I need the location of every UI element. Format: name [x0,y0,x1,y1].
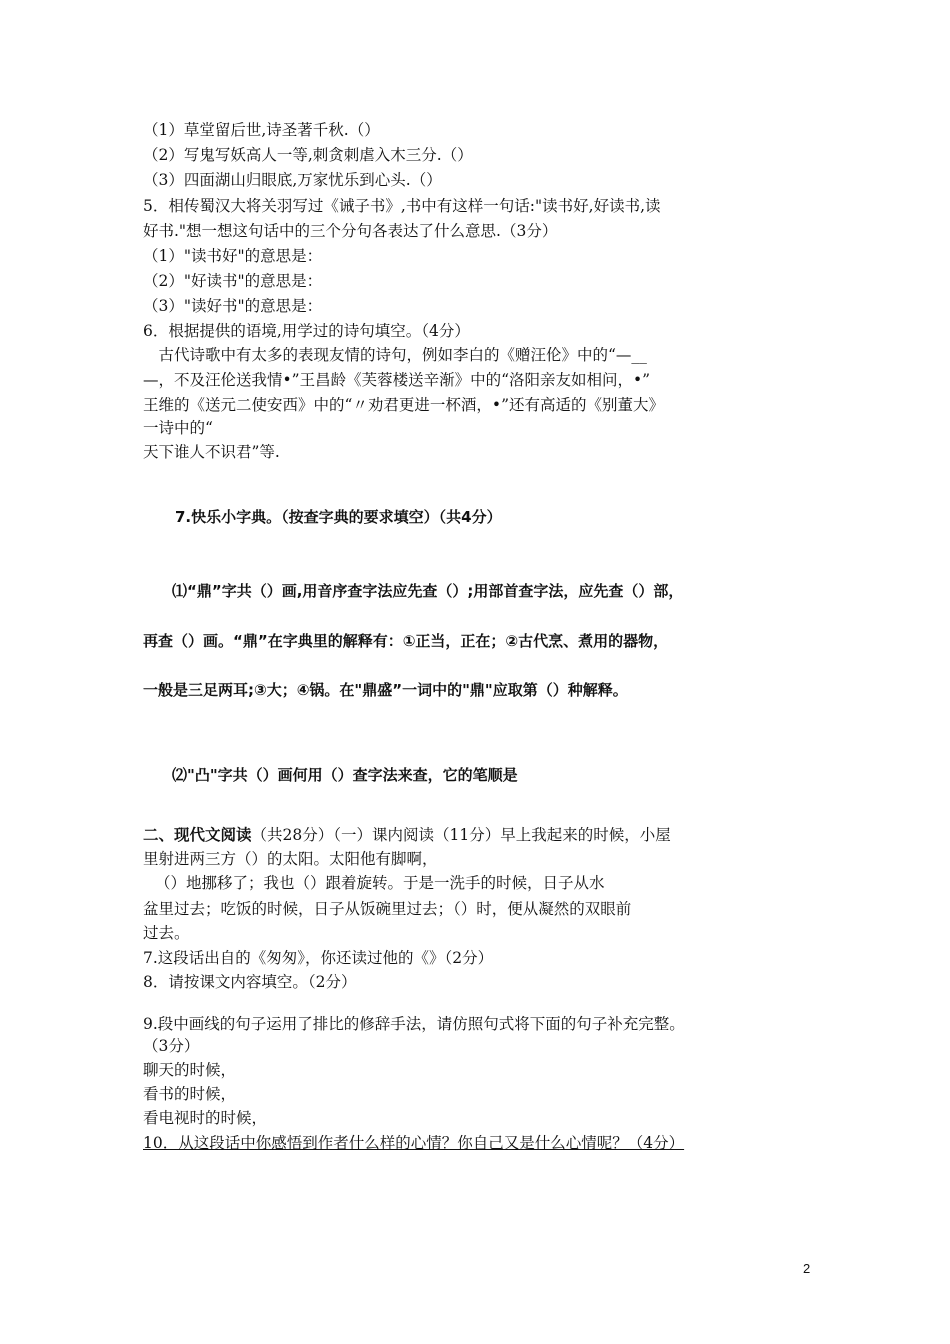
reading-passage-line: 盆里过去；吃饭的时候，日子从饭碗里过去；（）时，便从凝然的双眼前 [143,900,632,918]
question-7-part-1-cont: 一般是三足两耳;③大；④锅。在"鼎盛”一词中的"鼎"应取第（）种解释。 [143,681,628,699]
question-7-part-1: ⑴“鼎”字共（）画,用音序查字法应先查（）;用部首查字法，应先查（）部， [172,582,684,600]
question-7-heading: 7.快乐小字典。（按查字典的要求填空）（共4分） [175,508,502,526]
question-9-prompt: 9.段中画线的句子运用了排比的修辞手法，请仿照句式将下面的句子补充完整。 [143,1015,685,1033]
question-9-points: （3分） [143,1037,200,1055]
question-7-part-2: ⑵"凸"字共（）画何用（）查字法来查，它的笔顺是 [172,766,518,784]
question-6-passage-line: 一诗中的“ [143,419,213,437]
question-9-line-3: 看电视时的时候， [143,1109,268,1127]
section-2-intro: （共28分）（一）课内阅读（11分）早上我起来的时候，小屋 [251,826,671,844]
question-6-passage-line: 王维的《送元二使安西》中的“〃劝君更进一杯酒，•”还有高适的《别董大》 [143,396,664,414]
reading-passage-line: （）地挪移了；我也（）跟着旋转。于是一洗手的时候，日子从水 [155,874,605,892]
reading-passage-line: 里射进两三方（）的太阳。太阳他有脚啊， [143,850,438,868]
page-number: 2 [803,1261,811,1276]
section-2-heading [143,825,671,845]
question-5-prompt-cont: 好书."想一想这句话中的三个分句各表达了什么意思.（3分） [143,222,558,240]
question-5-prompt: 5．相传蜀汉大将关羽写过《诫子书》,书中有这样一句话:"读书好,好读书,读 [143,197,661,215]
question-9-line-2: 看书的时候， [143,1085,237,1103]
question-8: 8．请按课文内容填空。（2分） [143,973,357,991]
question-6-passage-line: 古代诗歌中有太多的表现友情的诗句，例如李白的《赠汪伦》中的“—__ [143,346,647,364]
question-6-prompt: 6．根据提供的语境,用学过的诗句填空。（4分） [143,322,470,340]
question-9-line-1: 聊天的时候， [143,1061,237,1079]
section-2-title: 二、现代文阅读 [143,825,252,844]
reading-passage-line: 过去。 [143,924,190,942]
question-6-passage-line: —，不及汪伦送我情•”王昌龄《芙蓉楼送辛渐》中的“洛阳亲友如相问，•” [143,371,651,389]
question-4-item-2: （2）写鬼写妖高人一等,刺贪刺虐入木三分.（） [143,146,473,164]
question-5-item-3: （3）"读好书"的意思是： [143,297,323,315]
question-6-passage-line: 天下谁人不识君”等. [143,443,280,461]
question-5-item-2: （2）"好读书"的意思是： [143,272,323,290]
question-7-part-1-cont: 再查（）画。“鼎”在字典里的解释有：①正当，正在；②古代烹、煮用的器物， [143,632,669,650]
question-7-reading: 7.这段话出自的《匆匆》，你还读过他的《》（2分） [143,949,494,967]
question-4-item-1: （1）草堂留后世,诗圣著千秋.（） [143,121,380,139]
question-5-item-1: （1）"读书好"的意思是： [143,247,323,265]
question-10: 10．从这段话中你感悟到作者什么样的心情？你自己又是什么心情呢？（4分） [143,1134,685,1152]
question-4-item-3: （3）四面湖山归眼底,万家忧乐到心头.（） [143,171,442,189]
